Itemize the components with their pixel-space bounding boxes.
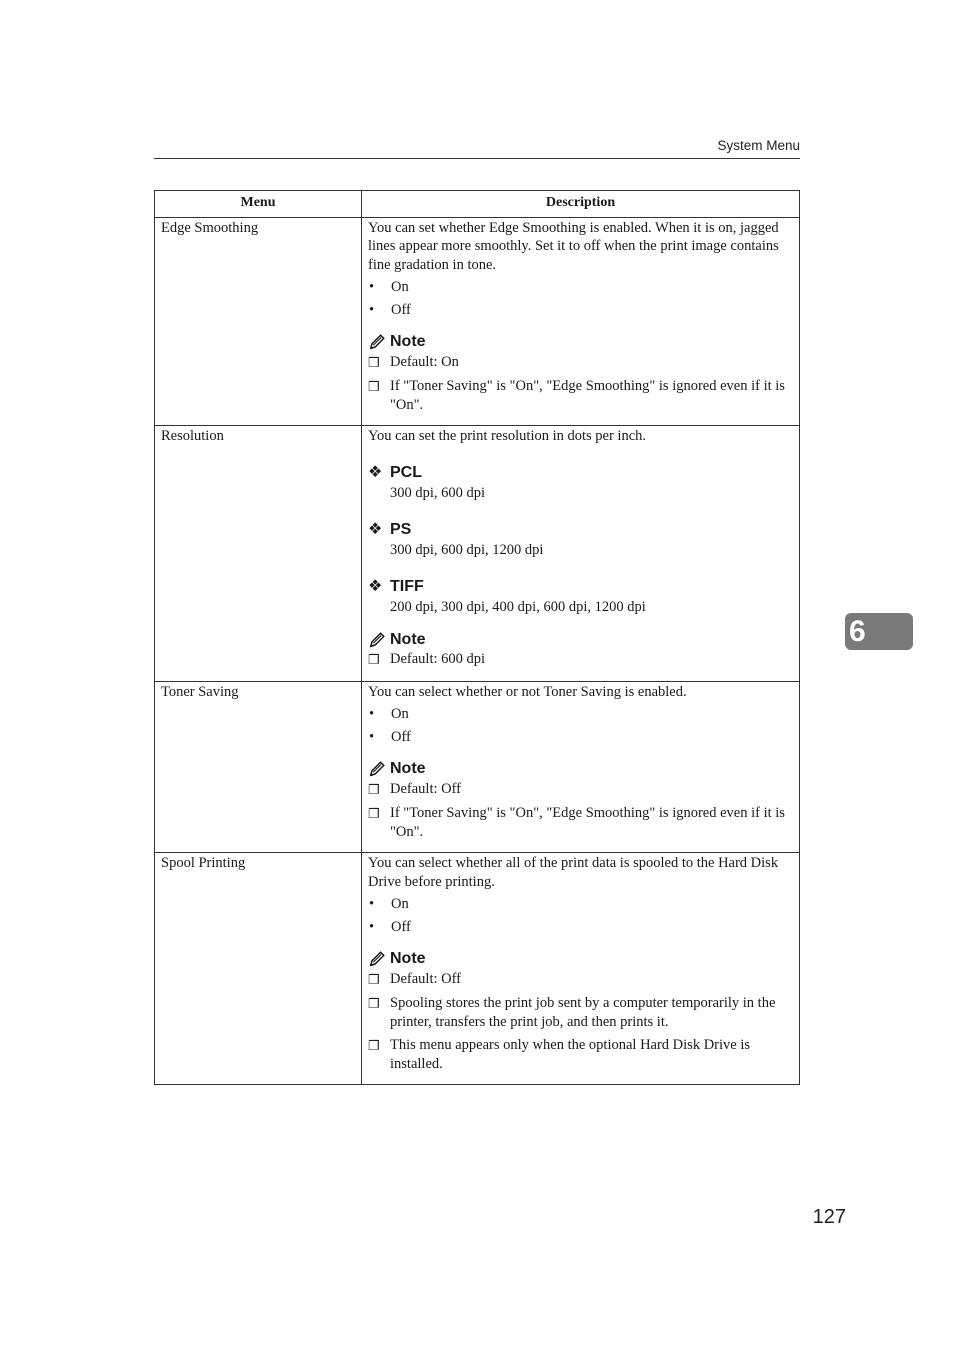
- note-item: [368, 994, 793, 1031]
- checkbox-icon: ❒: [368, 806, 380, 821]
- note-heading: [368, 631, 793, 650]
- menu-table: [154, 190, 800, 1085]
- column-header-menu: Menu: [155, 191, 362, 218]
- description-text: You can select whether or not Toner Saving is enabled.: [368, 683, 687, 700]
- note-text: Default: On: [390, 353, 459, 370]
- subsection-title: PS: [390, 520, 412, 538]
- table-row: [155, 853, 800, 1085]
- note-text: Default: Off: [390, 970, 461, 987]
- description-text: You can set the print resolution in dots per inch.: [368, 428, 647, 444]
- checkbox-icon: ❒: [368, 971, 380, 987]
- subsection-title: PCL: [390, 463, 422, 481]
- note-text: Default: Off: [390, 780, 461, 797]
- option-item: [368, 728, 793, 747]
- note-item: [368, 970, 793, 990]
- subsection-text: 300 dpi, 600 dpi, 1200 dpi: [390, 542, 544, 558]
- note-label: Note: [390, 333, 426, 350]
- note-heading: [368, 760, 793, 779]
- bullet-icon: •: [369, 279, 375, 295]
- table-row: [155, 217, 800, 426]
- note-heading: [368, 950, 793, 969]
- checkbox-icon: ❒: [368, 354, 380, 370]
- option-label: Off: [391, 301, 411, 318]
- option-item: [368, 278, 793, 297]
- note-text: This menu appears only when the optional Hard Disk Drive is installed.: [390, 1037, 751, 1072]
- menu-cell: Spool Printing: [155, 853, 362, 1085]
- subsection-heading-tiff: [368, 578, 793, 597]
- description-cell: [362, 853, 800, 1085]
- chapter-tab: 6: [845, 613, 913, 650]
- diamond-icon: ❖: [368, 577, 383, 595]
- header-rule: [154, 158, 800, 159]
- subsection-text: 300 dpi, 600 dpi: [390, 485, 486, 501]
- option-label: Off: [391, 728, 411, 745]
- table-row: [155, 681, 800, 853]
- note-text: If "Toner Saving" is "On", "Edge Smoothing" is ignored even if it is "On".: [390, 805, 785, 840]
- checkbox-icon: ❒: [368, 379, 380, 394]
- option-label: On: [391, 706, 409, 722]
- table-header-row: [155, 191, 800, 218]
- description-cell: [362, 426, 800, 682]
- note-item: [368, 780, 793, 800]
- menu-cell: Resolution: [155, 426, 362, 682]
- checkbox-icon: ❒: [368, 996, 380, 1011]
- pencil-icon: [368, 760, 386, 778]
- bullet-icon: •: [369, 728, 375, 745]
- note-text: If "Toner Saving" is "On", "Edge Smoothing" is ignored even if it is "On".: [390, 378, 785, 413]
- subsection-title: TIFF: [390, 577, 424, 595]
- bullet-icon: •: [369, 706, 375, 722]
- option-label: On: [391, 279, 409, 295]
- checkbox-icon: ❒: [368, 1038, 380, 1053]
- option-label: On: [391, 896, 409, 912]
- note-label: Note: [390, 760, 426, 777]
- subsection-heading-ps: [368, 521, 793, 540]
- option-item: [368, 895, 793, 914]
- option-item: [368, 301, 793, 320]
- note-text: Default: 600 dpi: [390, 651, 486, 667]
- note-label: Note: [390, 630, 426, 648]
- menu-cell: Edge Smoothing: [155, 217, 362, 426]
- running-header: System Menu: [717, 138, 800, 153]
- diamond-icon: ❖: [368, 463, 383, 481]
- pencil-icon: [368, 333, 386, 351]
- option-item: [368, 918, 793, 937]
- diamond-icon: ❖: [368, 520, 383, 538]
- note-item: [368, 804, 793, 841]
- pencil-icon: [368, 950, 386, 968]
- note-heading: [368, 333, 793, 352]
- checkbox-icon: ❒: [368, 781, 380, 797]
- pencil-icon: [368, 631, 386, 649]
- menu-cell: Toner Saving: [155, 681, 362, 853]
- note-item: [368, 1036, 793, 1073]
- column-header-description: Description: [362, 191, 800, 218]
- bullet-icon: •: [369, 918, 375, 935]
- description-text: You can select whether all of the print data is spooled to the Hard Disk Drive before printing.: [368, 855, 779, 890]
- table-row: [155, 426, 800, 682]
- option-item: [368, 705, 793, 724]
- note-item: [368, 650, 793, 670]
- bullet-icon: •: [369, 896, 375, 912]
- subsection-text: 200 dpi, 300 dpi, 400 dpi, 600 dpi, 1200 dpi: [390, 599, 646, 615]
- option-label: Off: [391, 918, 411, 935]
- description-text: You can set whether Edge Smoothing is enabled. When it is on, jagged lines appear more smoothly. Set it to off when the print image contains fine gradation in tone.: [368, 219, 779, 273]
- description-cell: [362, 681, 800, 853]
- bullet-icon: •: [369, 301, 375, 318]
- subsection-heading-pcl: [368, 464, 793, 483]
- note-item: [368, 377, 793, 414]
- note-text: Spooling stores the print job sent by a computer temporarily in the printer, transfers the print job, and then prints it.: [390, 995, 776, 1030]
- note-item: [368, 353, 793, 373]
- description-cell: [362, 217, 800, 426]
- page-number: 127: [812, 1206, 846, 1228]
- checkbox-icon: ❒: [368, 652, 380, 667]
- note-label: Note: [390, 950, 426, 967]
